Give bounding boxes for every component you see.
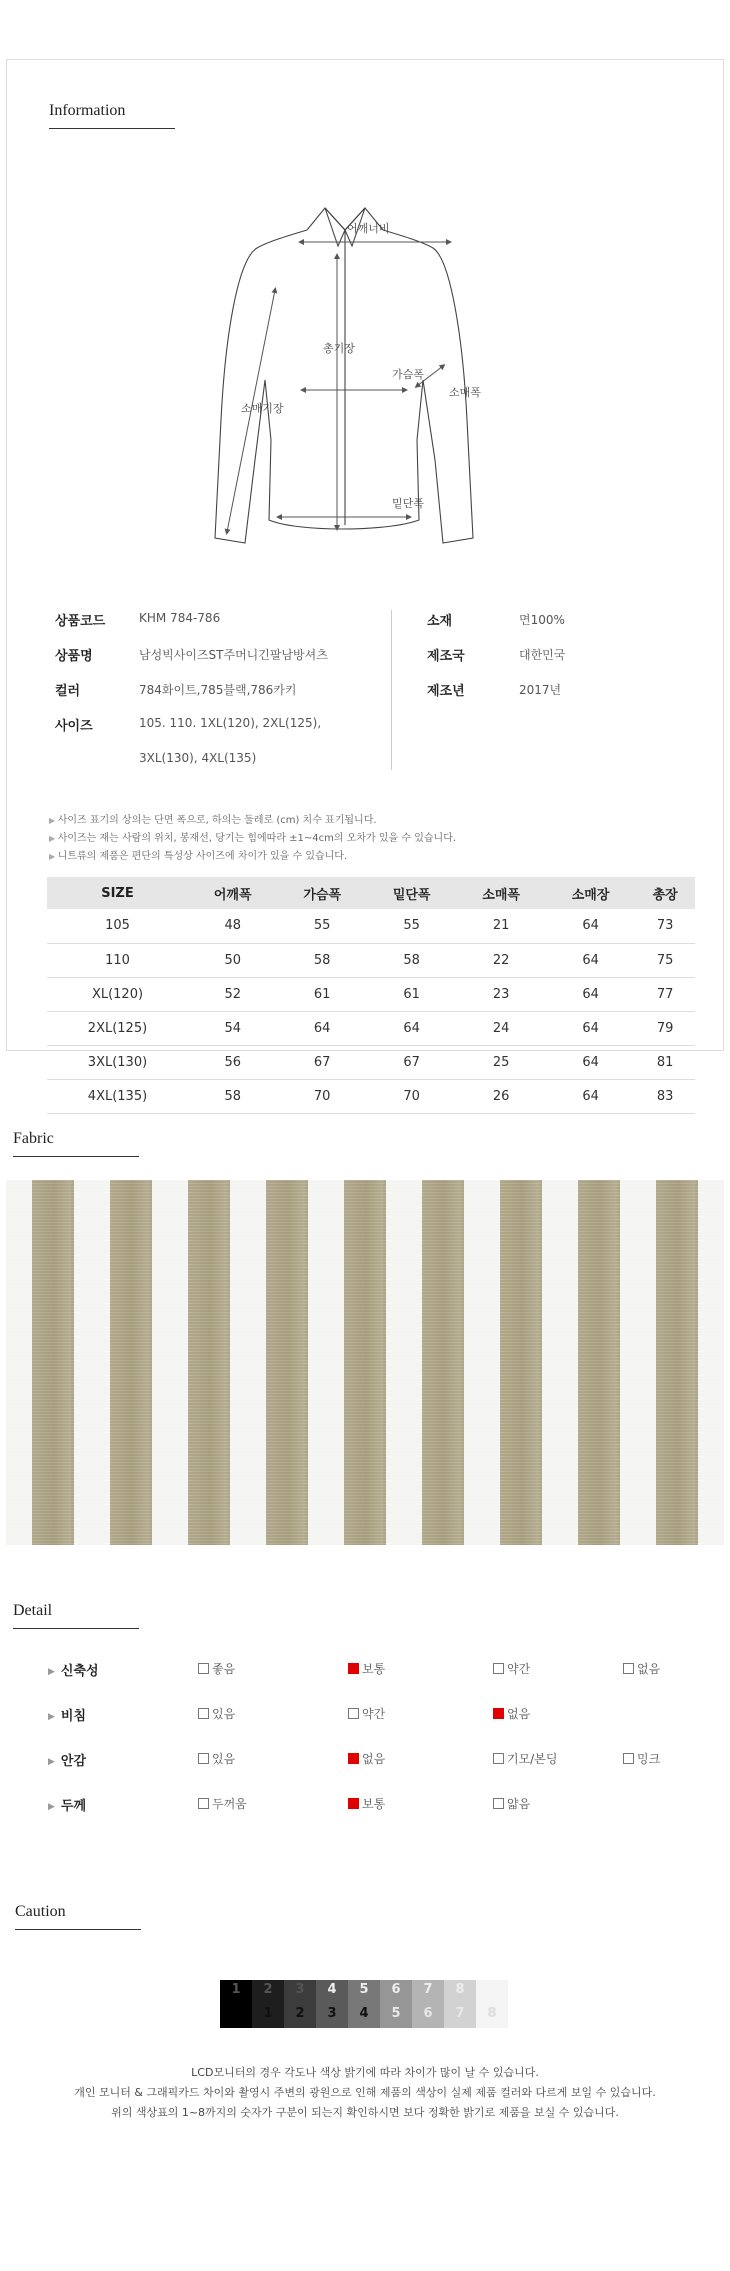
table-row xyxy=(47,909,695,943)
table-cell: XL(120) xyxy=(47,977,188,1011)
swatch-number-bottom: 4 xyxy=(359,2006,369,2021)
spec-val-country: 대한민국 xyxy=(519,648,566,662)
caution-title: Caution xyxy=(15,1903,141,1930)
shirt-measurement-diagram xyxy=(187,160,547,560)
table-cell: 67 xyxy=(367,1045,456,1079)
swatch-number-bottom: 8 xyxy=(487,2006,497,2021)
detail-title: Detail xyxy=(13,1602,139,1629)
swatch-number-top: 8 xyxy=(455,1982,465,1997)
swatch-cell xyxy=(284,1980,316,2028)
unchecked-box-icon xyxy=(623,1663,634,1674)
product-specs xyxy=(55,610,695,780)
detail-option xyxy=(198,1705,235,1722)
table-cell: 64 xyxy=(546,943,635,977)
label-chest: 가슴폭 xyxy=(392,368,424,381)
table-cell: 64 xyxy=(367,1011,456,1045)
label-length: 총기장 xyxy=(323,342,355,355)
table-cell: 26 xyxy=(456,1079,545,1113)
swatch-number-bottom: 7 xyxy=(455,2006,465,2021)
detail-row xyxy=(48,1795,688,1815)
swatch-number-top: 2 xyxy=(263,1982,273,1997)
swatch-cell xyxy=(412,1980,444,2028)
table-cell: 77 xyxy=(635,977,695,1011)
detail-option xyxy=(493,1795,530,1812)
checked-box-icon xyxy=(348,1798,359,1809)
detail-option xyxy=(623,1660,660,1677)
table-cell: 61 xyxy=(277,977,366,1011)
table-cell: 73 xyxy=(635,909,695,943)
table-cell: 25 xyxy=(456,1045,545,1079)
spec-val-size-2: 3XL(130), 4XL(135) xyxy=(139,751,257,765)
spec-val-color: 784화이트,785블랙,786카키 xyxy=(139,683,297,697)
swatch-cell xyxy=(476,1980,508,2028)
detail-row xyxy=(48,1750,688,1770)
unchecked-box-icon xyxy=(623,1753,634,1764)
swatch-number-top: 6 xyxy=(391,1982,401,1997)
detail-row xyxy=(48,1660,688,1680)
table-cell: 70 xyxy=(367,1079,456,1113)
detail-option-label: 좋음 xyxy=(212,1662,236,1676)
detail-option xyxy=(198,1660,235,1677)
detail-option xyxy=(198,1750,235,1767)
swatch-number-bottom: 2 xyxy=(295,2006,305,2021)
table-cell: 55 xyxy=(277,909,366,943)
table-cell: 58 xyxy=(188,1079,277,1113)
table-cell: 61 xyxy=(367,977,456,1011)
information-section xyxy=(6,59,724,1104)
detail-option-label: 보통 xyxy=(362,1797,386,1811)
swatch-number-top: 4 xyxy=(327,1982,337,1997)
table-cell: 58 xyxy=(277,943,366,977)
table-cell: 50 xyxy=(188,943,277,977)
label-shoulder: 어깨너비 xyxy=(347,222,390,235)
table-cell: 64 xyxy=(546,909,635,943)
checked-box-icon xyxy=(348,1753,359,1764)
table-cell: 79 xyxy=(635,1011,695,1045)
spec-val-code: KHM 784-786 xyxy=(139,611,221,625)
caution-text xyxy=(0,2063,730,2123)
detail-option-label: 약간 xyxy=(362,1707,386,1721)
table-cell: 58 xyxy=(367,943,456,977)
table-cell: 56 xyxy=(188,1045,277,1079)
detail-option-label: 약간 xyxy=(507,1662,531,1676)
col-header: 총장 xyxy=(635,877,695,909)
fabric-title: Fabric xyxy=(13,1130,139,1157)
table-cell: 3XL(130) xyxy=(47,1045,188,1079)
swatch-cell xyxy=(220,1980,252,2028)
detail-option-label: 있음 xyxy=(212,1707,236,1721)
unchecked-box-icon xyxy=(198,1663,209,1674)
unchecked-box-icon xyxy=(493,1753,504,1764)
detail-option-label: 밍크 xyxy=(637,1752,661,1766)
unchecked-box-icon xyxy=(198,1708,209,1719)
unchecked-box-icon xyxy=(198,1753,209,1764)
swatch-number-top: 5 xyxy=(359,1982,369,1997)
table-row xyxy=(47,1079,695,1113)
detail-option xyxy=(493,1660,530,1677)
detail-option xyxy=(198,1795,247,1812)
table-cell: 67 xyxy=(277,1045,366,1079)
table-cell: 24 xyxy=(456,1011,545,1045)
table-cell: 83 xyxy=(635,1079,695,1113)
table-cell: 21 xyxy=(456,909,545,943)
label-hem: 밑단폭 xyxy=(392,497,424,510)
spec-val-material: 면100% xyxy=(519,613,565,627)
swatch-number-bottom: 6 xyxy=(423,2006,433,2021)
swatch-cell xyxy=(348,1980,380,2028)
detail-option-label: 없음 xyxy=(362,1752,386,1766)
detail-option xyxy=(348,1660,385,1677)
detail-option xyxy=(348,1795,385,1812)
swatch-number-bottom: 5 xyxy=(391,2006,401,2021)
detail-option-label: 얇음 xyxy=(507,1797,531,1811)
table-cell: 23 xyxy=(456,977,545,1011)
table-cell: 64 xyxy=(546,1011,635,1045)
spec-key-country: 제조국 xyxy=(427,649,465,664)
table-cell: 70 xyxy=(277,1079,366,1113)
table-cell: 64 xyxy=(546,977,635,1011)
table-cell: 64 xyxy=(277,1011,366,1045)
spec-key-material: 소재 xyxy=(427,614,453,629)
table-cell: 4XL(135) xyxy=(47,1079,188,1113)
caution-line: LCD모니터의 경우 각도나 색상 밝기에 따라 차이가 많이 날 수 있습니다. xyxy=(191,2066,539,2079)
table-row xyxy=(47,1011,695,1045)
swatch-number-top: 3 xyxy=(295,1982,305,1997)
col-header: 밑단폭 xyxy=(367,877,456,909)
size-notes xyxy=(49,812,456,866)
col-header: SIZE xyxy=(47,877,188,909)
col-header: 어깨폭 xyxy=(188,877,277,909)
spec-val-name: 남성빅사이즈ST주머니긴팔남방셔츠 xyxy=(139,648,328,662)
detail-label: ▶ 비침 xyxy=(48,1705,86,1724)
fabric-swatch-image xyxy=(6,1180,724,1545)
checked-box-icon xyxy=(493,1708,504,1719)
table-cell: 64 xyxy=(546,1079,635,1113)
spec-val-year: 2017년 xyxy=(519,683,562,697)
spec-key-code: 상품코드 xyxy=(55,614,106,629)
detail-label: ▶ 두께 xyxy=(48,1795,86,1814)
note-line: ▶ 니트류의 제품은 편단의 특성상 사이즈에 차이가 있을 수 있습니다. xyxy=(49,848,456,866)
spec-val-size: 105. 110. 1XL(120), 2XL(125), xyxy=(139,716,322,730)
spec-key-name: 상품명 xyxy=(55,649,93,664)
unchecked-box-icon xyxy=(493,1798,504,1809)
checked-box-icon xyxy=(348,1663,359,1674)
swatch-cell xyxy=(316,1980,348,2028)
table-row xyxy=(47,943,695,977)
size-table-header xyxy=(47,877,695,909)
brightness-swatch xyxy=(220,1980,508,2028)
table-cell: 55 xyxy=(367,909,456,943)
table-cell: 105 xyxy=(47,909,188,943)
table-row xyxy=(47,977,695,1011)
table-cell: 2XL(125) xyxy=(47,1011,188,1045)
label-sleeve-width: 소매폭 xyxy=(449,386,481,399)
detail-option-label: 두꺼움 xyxy=(212,1797,247,1811)
col-header: 소매폭 xyxy=(456,877,545,909)
label-sleeve-length: 소매기장 xyxy=(241,402,284,415)
detail-row xyxy=(48,1705,688,1725)
detail-option-label: 있음 xyxy=(212,1752,236,1766)
detail-option xyxy=(493,1750,557,1767)
detail-option-label: 기모/본딩 xyxy=(507,1752,558,1766)
table-cell: 48 xyxy=(188,909,277,943)
detail-option xyxy=(623,1750,660,1767)
table-cell: 81 xyxy=(635,1045,695,1079)
table-row xyxy=(47,1045,695,1079)
table-cell: 75 xyxy=(635,943,695,977)
unchecked-box-icon xyxy=(493,1663,504,1674)
swatch-cell xyxy=(380,1980,412,2028)
caution-line: 개인 모니터 & 그래픽카드 차이와 촬영시 주변의 광원으로 인해 제품의 색상이 실제 제품 컬러와 다르게 보일 수 있습니다. xyxy=(74,2086,656,2099)
note-line: ▶ 사이즈는 재는 사람의 위치, 봉재선, 당기는 힘에따라 ±1~4cm의 오차가 있을 수 있습니다. xyxy=(49,830,456,848)
spec-key-size: 사이즈 xyxy=(55,719,93,734)
detail-option xyxy=(493,1705,530,1722)
spec-key-color: 컬러 xyxy=(55,684,81,699)
note-line: ▶ 사이즈 표기의 상의는 단면 폭으로, 하의는 둘레로 (cm) 치수 표기됩니다. xyxy=(49,812,456,830)
table-cell: 22 xyxy=(456,943,545,977)
detail-option-label: 보통 xyxy=(362,1662,386,1676)
detail-option xyxy=(348,1750,385,1767)
col-header: 소매장 xyxy=(546,877,635,909)
table-cell: 64 xyxy=(546,1045,635,1079)
unchecked-box-icon xyxy=(348,1708,359,1719)
swatch-number-bottom: 3 xyxy=(327,2006,337,2021)
swatch-number-top: 1 xyxy=(231,1982,241,1997)
detail-option-label: 없음 xyxy=(507,1707,531,1721)
detail-option xyxy=(348,1705,385,1722)
size-table xyxy=(47,877,695,1114)
table-cell: 110 xyxy=(47,943,188,977)
swatch-number-bottom: 1 xyxy=(263,2006,273,2021)
table-cell: 54 xyxy=(188,1011,277,1045)
detail-label: ▶ 신축성 xyxy=(48,1660,99,1679)
spec-key-year: 제조년 xyxy=(427,684,465,699)
unchecked-box-icon xyxy=(198,1798,209,1809)
spec-divider xyxy=(391,610,392,770)
col-header: 가슴폭 xyxy=(277,877,366,909)
caution-line: 위의 색상표의 1~8까지의 숫자가 구분이 되는지 확인하시면 보다 정확한 밝기로 제품을 보실 수 있습니다. xyxy=(111,2106,619,2119)
swatch-number-top: 7 xyxy=(423,1982,433,1997)
information-title: Information xyxy=(49,102,175,129)
swatch-cell xyxy=(444,1980,476,2028)
swatch-cell xyxy=(252,1980,284,2028)
detail-label: ▶ 안감 xyxy=(48,1750,86,1769)
detail-option-label: 없음 xyxy=(637,1662,661,1676)
table-cell: 52 xyxy=(188,977,277,1011)
